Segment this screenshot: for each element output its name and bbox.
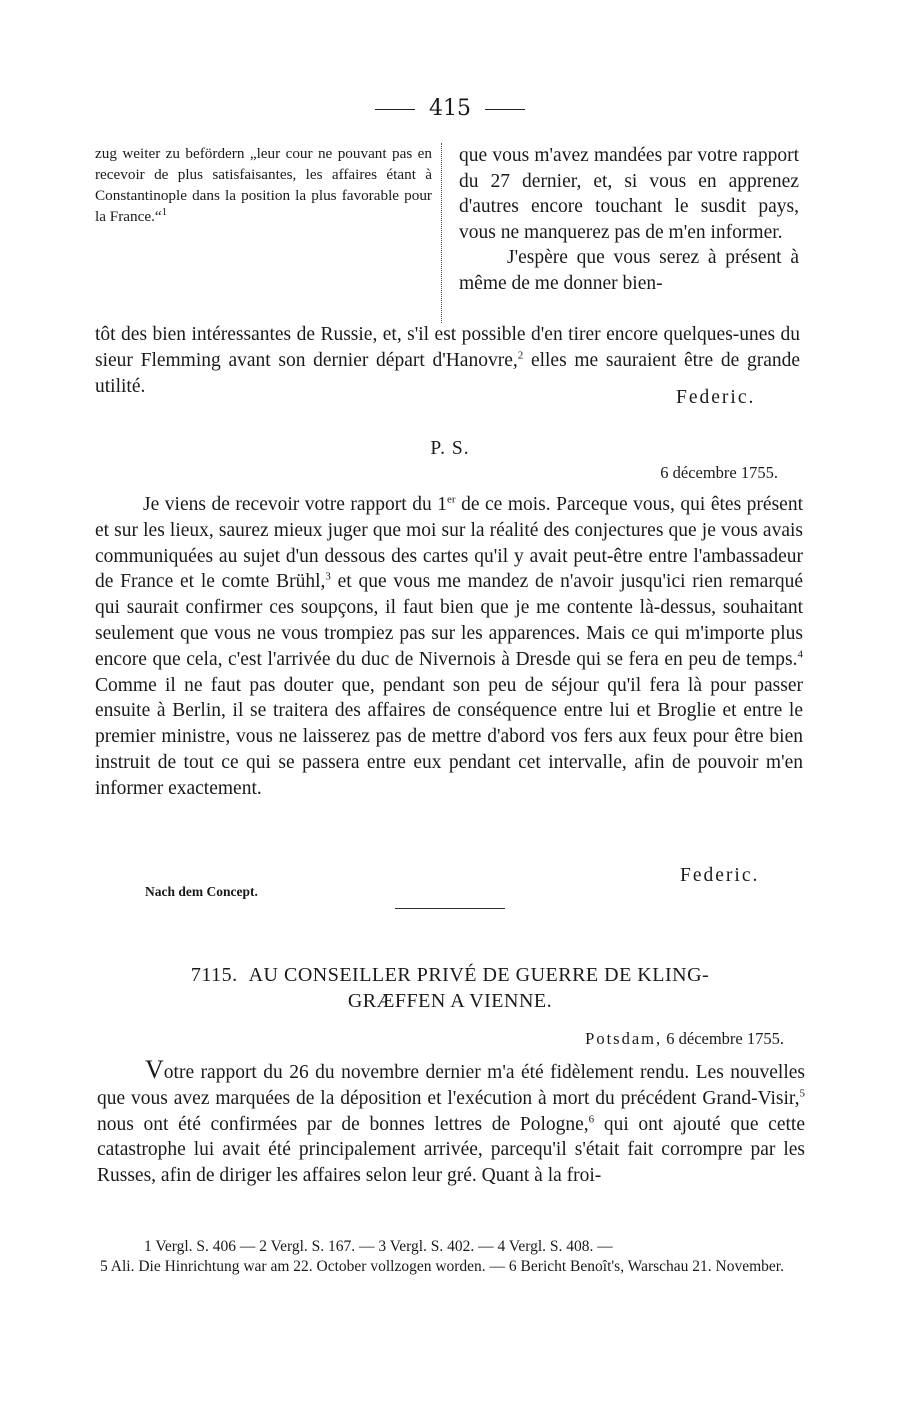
postscript-signature: Federic.	[680, 865, 760, 886]
letter2-place: Potsdam,	[585, 1029, 663, 1048]
footnote-line-1: 1 Vergl. S. 406 — 2 Vergl. S. 167. — 3 Vergl. S. 402. — 4 Vergl. S. 408. —	[144, 1238, 613, 1255]
right-column	[459, 143, 799, 296]
l2-text-3: qui ont ajouté que cette catastrophe lui avait été principalement arrivée, parcequ'il s'était fait corrompre par les Russes, afin de diriger les affaires selon leur gré. Quant à la froi-	[97, 1113, 805, 1187]
postscript-body	[95, 492, 803, 802]
continuation-text-a: tôt des bien intéressantes de Russie, et, s'il est possible d'en tirer encore quelques-unes du sieur Flemming avant son dernier départ d'Hanovre,	[95, 324, 800, 371]
footnote-mark-6: 6	[588, 1113, 595, 1126]
postscript-date: 6 décembre 1755.	[660, 463, 778, 482]
footnote-mark-1: 1	[161, 205, 168, 218]
right-column-para1: que vous m'avez mandées par votre rapport du 27 dernier, et, si vous en apprenez d'autres encore touchant le susdit pays, vous ne manquerez pas de m'en informer.	[459, 145, 799, 243]
letter2-date: 6 décembre 1755.	[662, 1029, 784, 1048]
footnote-line-2: 5 Ali. Die Hinrichtung war am 22. October vollzogen worden. — 6 Bericht Benoît's, Warschau 21. November.	[100, 1258, 784, 1275]
page-number: 415	[429, 96, 471, 121]
drop-cap: V	[145, 1055, 164, 1084]
header-dash-right	[485, 109, 525, 110]
letter2-dateline	[0, 1029, 784, 1049]
postscript-heading: P. S.	[430, 438, 470, 459]
source-note: Nach dem Concept.	[145, 884, 258, 899]
footnote-mark-2: 2	[517, 349, 524, 362]
l2-text-2: nous ont été confirmées par de bonnes lettres de Pologne,	[97, 1113, 589, 1135]
title-line-2: GRÆFFEN A VIENNE.	[347, 990, 553, 1012]
l2-text-1: otre rapport du 26 du novembre dernier m'a été fidèlement rendu. Les nouvelles que vous avez marquées de la déposition et l'exécution à mort du précédent Grand-Visir,	[97, 1062, 805, 1109]
footnote-mark-3: 3	[325, 570, 331, 583]
column-divider	[441, 143, 442, 323]
left-column-text: zug weiter zu befördern „leur cour ne pouvant pas en recevoir de plus satisfaisantes, les affaires étant à Constantinople dans la position la plus favorable pour la France.“	[95, 145, 432, 225]
letter1-signature: Federic.	[676, 387, 756, 408]
continuation-text-b: elles me sauraient être de grande utilité.	[95, 349, 801, 397]
footnote-mark-4: 4	[797, 648, 803, 661]
ps-text-3: et que vous me mandez de n'avoir jusqu'ici rien remarqué qui saurait confirmer ces soupçons, il faut bien que je me contente là-dessus, souhaitant seulement que vous ne vous trompiez pas sur les apparences. Mais ce qui m'importe plus encore que cela, c'est l'arrivée du duc de Nivernois à Dresde qui se fera en peu de temps.	[95, 571, 803, 670]
title-line-1: AU CONSEILLER PRIVÉ DE GUERRE DE KLING-	[248, 964, 710, 986]
footnotes	[100, 1237, 808, 1277]
letter2-body	[97, 1057, 805, 1189]
section-rule	[395, 908, 505, 909]
letter2-title	[95, 962, 805, 1014]
ps-text-1: Je viens de recevoir votre rapport du 1	[143, 494, 447, 515]
left-column-note	[95, 143, 432, 227]
ps-text-4: Comme il ne faut pas douter que, pendant son peu de séjour qu'il fera là pour passer ensuite à Berlin, il se traitera des affaires de conséquence entre lui et Broglie et entre le premier ministre, vous ne laisserez pas de mettre d'abord vos fers aux feux pour être bien instruit de tout ce qui se passera entre eux pendant cet intervalle, afin de pouvoir m'en informer exactement.	[95, 674, 803, 799]
ps-sup-er: er	[447, 493, 456, 506]
page-header	[0, 96, 900, 121]
footnote-mark-5: 5	[799, 1087, 805, 1100]
ps-text-2: de ce mois. Parceque vous, qui êtes présent et sur les lieux, saurez mieux juger que moi sur la réalité des conjectures que je vous avais communiquées au sujet d'un dessous des cartes qu'il y avait peut-être entre l'ambassadeur de France et le comte Brühl,	[95, 494, 803, 593]
right-column-para2: J'espère que vous serez à présent à même de me donner bien-	[459, 247, 799, 294]
letter-number: 7115.	[190, 964, 238, 986]
header-dash-left	[375, 109, 415, 110]
